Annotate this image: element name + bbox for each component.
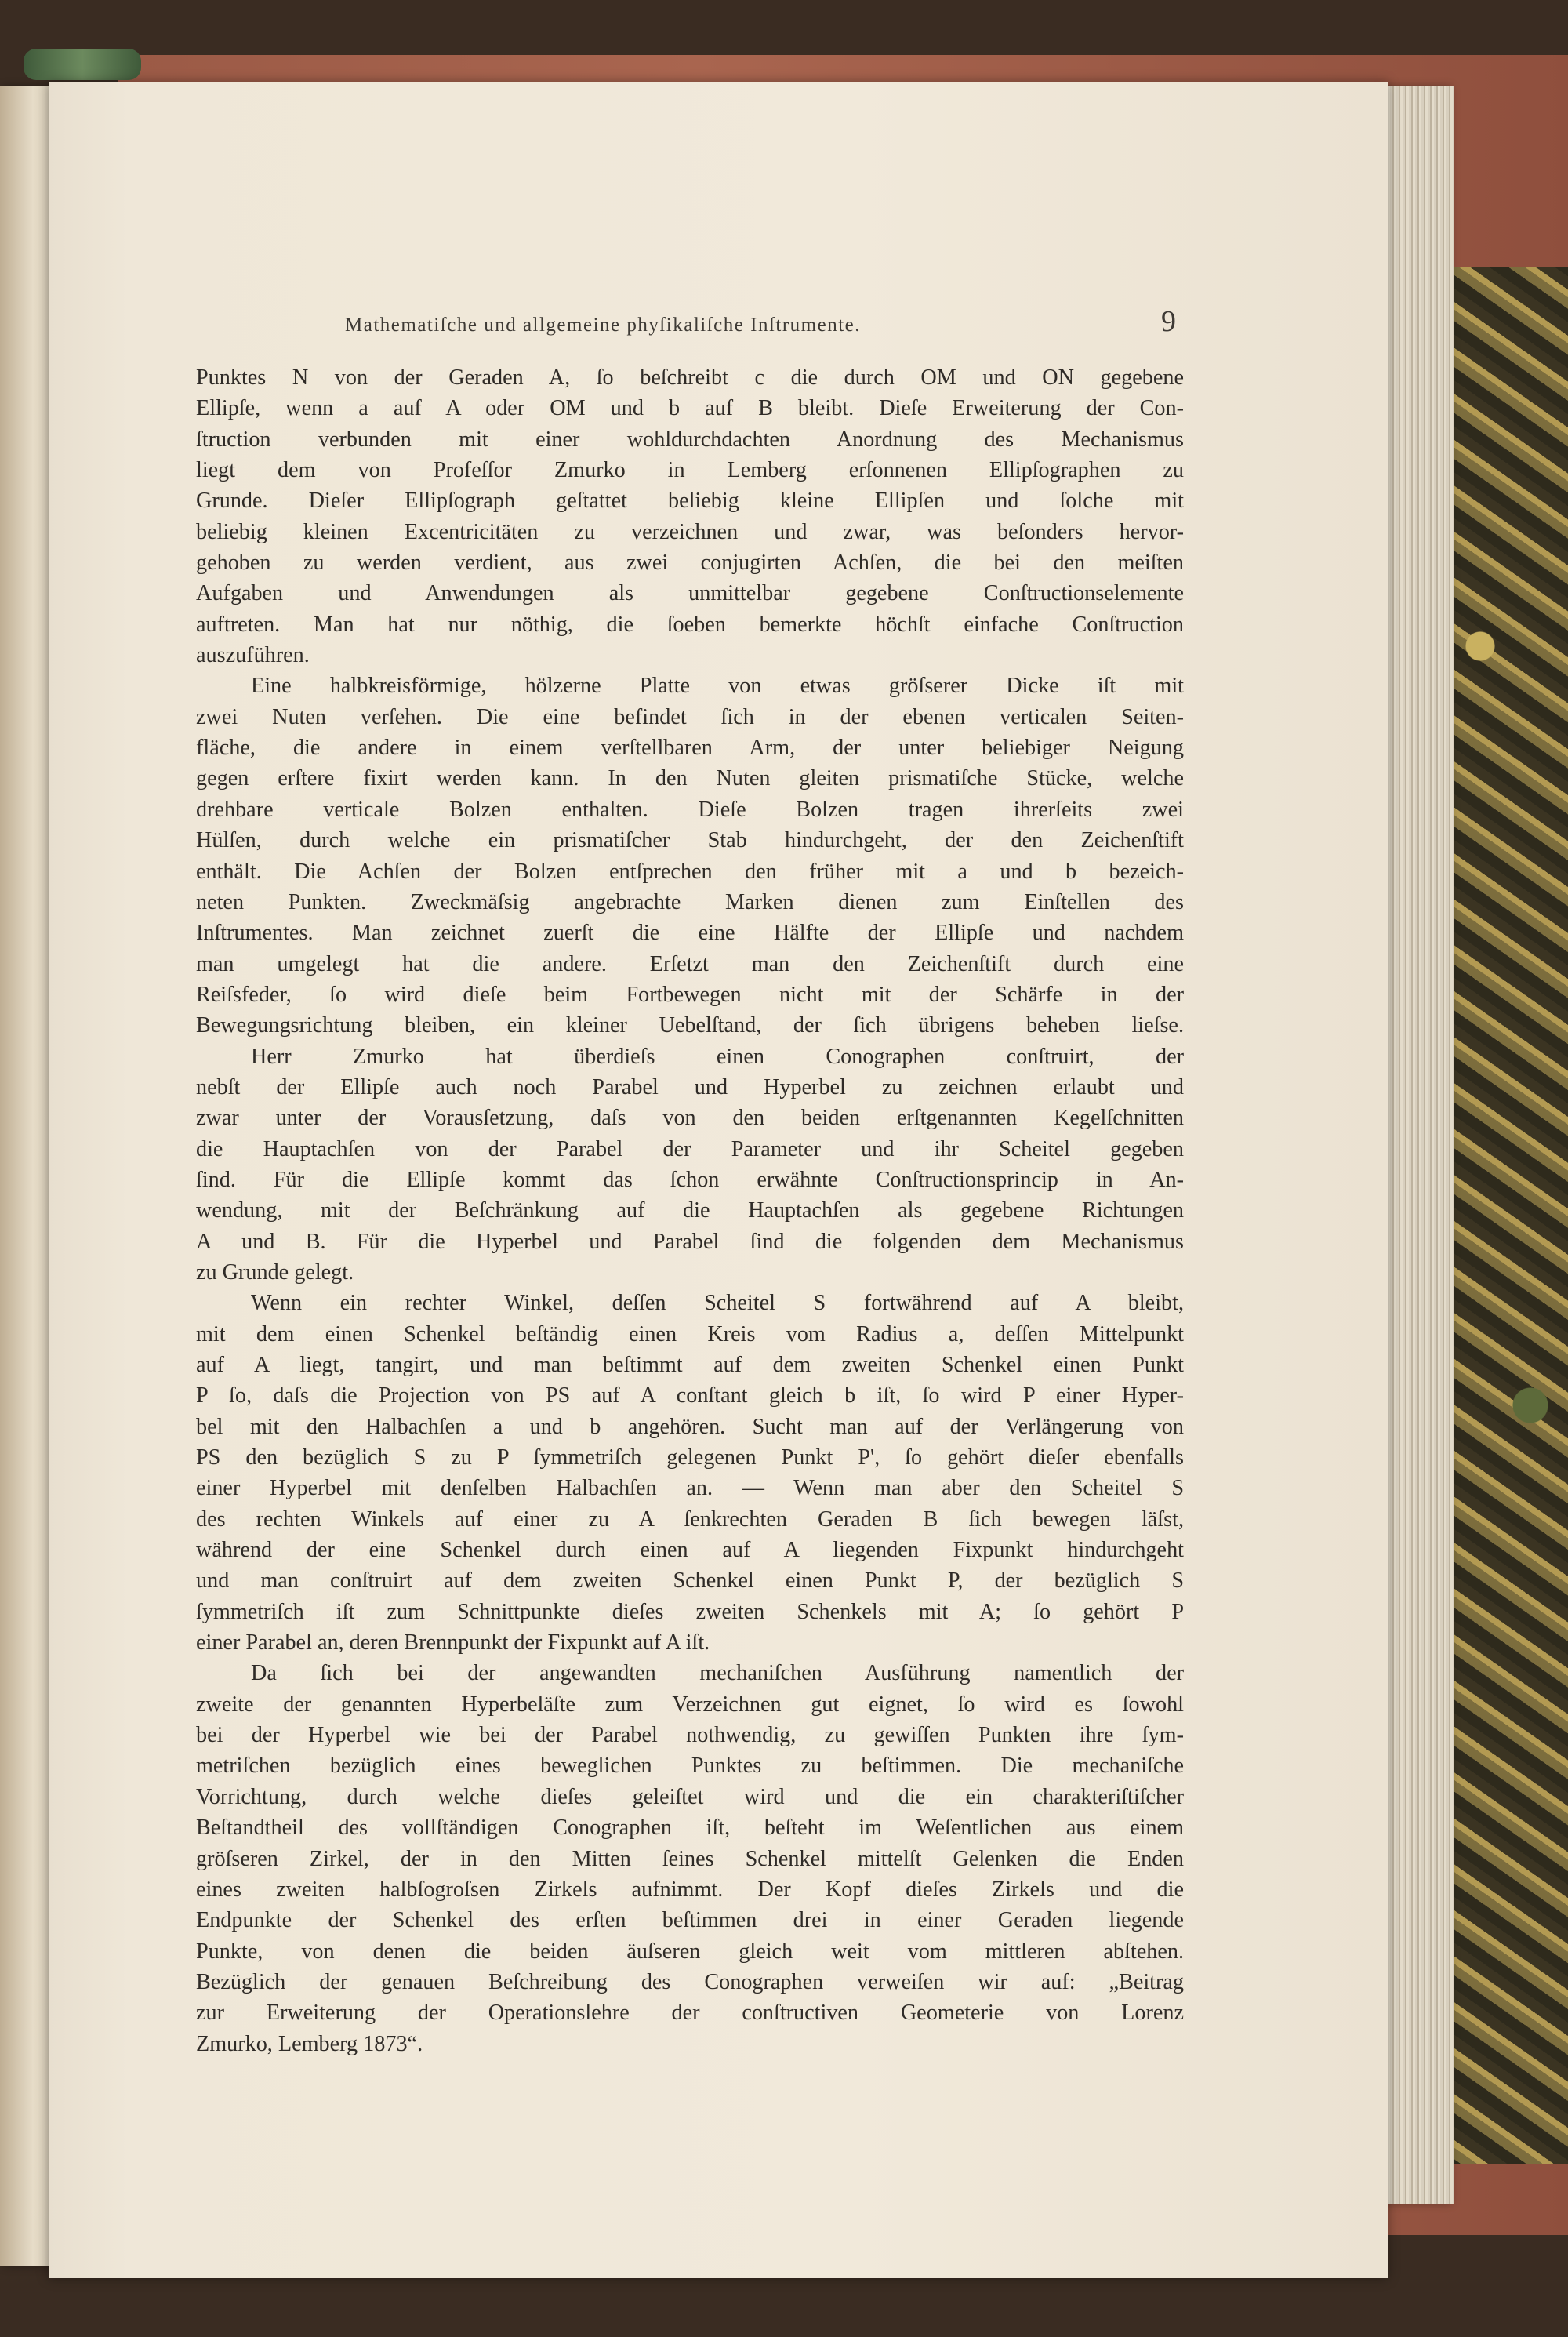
running-title: Mathematiſche und allgemeine phyſikaliſche Inſtrumente. (345, 314, 862, 336)
text-line: Wenn ein rechter Winkel, deſſen Scheitel S fortwährend auf A bleibt, (251, 1291, 1184, 1316)
text-line: Ellipſe, wenn a auf A oder OM und b auf B bleibt. Dieſe Erweiterung der Con- (196, 396, 1184, 421)
text-line: gröſseren Zirkel, der in den Mitten ſeines Schenkel mittelſt Gelenken die Enden (196, 1846, 1184, 1871)
text-line: Beſtandtheil des vollſtändigen Conographen iſt, beſteht im Weſentlichen aus einem (196, 1815, 1184, 1841)
text-line: Reiſsfeder, ſo wird dieſe beim Fortbewegen nicht mit der Schärfe in der (196, 982, 1184, 1007)
text-line: Da ſich bei der angewandten mechaniſchen Ausführung namentlich der (251, 1661, 1184, 1686)
marbled-edge (1443, 267, 1568, 2164)
text-line: und man conſtruirt auf dem zweiten Schenkel einen Punkt P, der bezüglich S (196, 1568, 1184, 1594)
text-line: zu Grunde gelegt. (196, 1259, 354, 1285)
text-line: Hülſen, durch welche ein prismatiſcher Stab hindurchgeht, der den Zeichenſtift (196, 828, 1184, 853)
text-line: gegen erſtere fixirt werden kann. In den Nuten gleiten prismatiſche Stücke, welche (196, 766, 1184, 791)
text-line: gehoben zu werden verdient, aus zwei conjugirten Achſen, die bei den meiſten (196, 551, 1184, 576)
text-line: bei der Hyperbel wie bei der Parabel nothwendig, zu gewiſſen Punkten ihre ſym- (196, 1723, 1184, 1748)
text-line: Endpunkte der Schenkel des erſten beſtimmen drei in einer Geraden liegende (196, 1908, 1184, 1933)
text-line: beliebig kleinen Excentricitäten zu verzeichnen und zwar, was beſonders hervor- (196, 519, 1184, 544)
left-page-edge (0, 86, 55, 2266)
text-line: ſtruction verbunden mit einer wohldurchdachten Anordnung des Mechanismus (196, 427, 1184, 452)
text-line: zwar unter der Vorausſetzung, daſs von den beiden erſtgenannten Kegelſchnitten (196, 1106, 1184, 1131)
text-line: einer Parabel an, deren Brennpunkt der Fixpunkt auf A iſt. (196, 1630, 710, 1656)
text-line: bel mit den Halbachſen a und b angehören. Sucht man auf der Verlängerung von (196, 1414, 1184, 1439)
text-line: des rechten Winkels auf einer zu A ſenkrechten Geraden B ſich bewegen läſst, (196, 1507, 1184, 1532)
text-line: ſymmetriſch iſt zum Schnittpunkte dieſes zweiten Schenkels mit A; ſo gehört P (196, 1599, 1184, 1624)
text-line: ſind. Für die Ellipſe kommt das ſchon erwähnte Conſtructionsprincip in An- (196, 1167, 1184, 1192)
text-line: auf A liegt, tangirt, und man beſtimmt auf dem zweiten Schenkel einen Punkt (196, 1353, 1184, 1377)
text-line: man umgelegt hat die andere. Erſetzt man den Zeichenſtift durch eine (196, 951, 1184, 976)
body-text (196, 362, 1184, 2059)
text-line: zwei Nuten verſehen. Die eine befindet ſich in der ebenen verticalen Seiten- (196, 704, 1184, 729)
text-line: zur Erweiterung der Operationslehre der conſtructiven Geometerie von Lorenz (196, 2001, 1184, 2026)
text-line: zweite der genannten Hyperbeläſte zum Verzeichnen gut eignet, ſo wird es ſowohl (196, 1692, 1184, 1717)
text-line: drehbare verticale Bolzen enthalten. Dieſe Bolzen tragen ihrerſeits zwei (196, 797, 1184, 822)
page-edges (1384, 86, 1454, 2204)
text-line: nebſt der Ellipſe auch noch Parabel und Hyperbel zu zeichnen erlaubt und (196, 1074, 1184, 1099)
text-line: Punkte, von denen die beiden äuſseren gleich weit vom mittleren abſtehen. (196, 1939, 1184, 1964)
text-line: Herr Zmurko hat überdieſs einen Conographen conſtruirt, der (251, 1044, 1184, 1069)
text-line: die Hauptachſen von der Parabel der Parameter und ihr Scheitel gegeben (196, 1136, 1184, 1161)
text-line: Zmurko, Lemberg 1873“. (196, 2031, 423, 2056)
text-line: fläche, die andere in einem verſtellbaren Arm, der unter beliebiger Neigung (196, 736, 1184, 761)
text-line: eines zweiten halbſogroſsen Zirkels aufnimmt. Der Kopf dieſes Zirkels und die (196, 1877, 1184, 1902)
text-line: A und B. Für die Hyperbel und Parabel ſind die folgenden dem Mechanismus (196, 1229, 1184, 1254)
text-line: Bezüglich der genauen Beſchreibung des Conographen verweiſen wir auf: „Beitrag (196, 1969, 1184, 1994)
text-line: neten Punkten. Zweckmäſsig angebrachte Marken dienen zum Einſtellen des (196, 889, 1184, 914)
text-line: Eine halbkreisförmige, hölzerne Platte von etwas gröſserer Dicke iſt mit (251, 674, 1184, 699)
text-line: Bewegungsrichtung bleiben, ein kleiner Uebelſtand, der ſich übrigens beheben lieſse. (196, 1013, 1184, 1038)
text-line: Aufgaben und Anwendungen als unmittelbar gegebene Conſtructionselemente (196, 581, 1184, 606)
text-line: metriſchen bezüglich eines beweglichen Punktes zu beſtimmen. Die mechaniſche (196, 1754, 1184, 1779)
text-line: Grunde. Dieſer Ellipſograph geſtattet beliebig kleine Ellipſen und ſolche mit (196, 489, 1184, 514)
text-line: auszuführen. (196, 643, 310, 668)
text-line: Inſtrumentes. Man zeichnet zuerſt die eine Hälfte der Ellipſe und nachdem (196, 921, 1184, 946)
bookmark-ribbon (24, 49, 141, 80)
text-line: enthält. Die Achſen der Bolzen entſprechen den früher mit a und b bezeich- (196, 859, 1184, 884)
page-number: 9 (1161, 305, 1176, 338)
text-line: einer Hyperbel mit denſelben Halbachſen an. — Wenn man aber den Scheitel S (196, 1476, 1184, 1501)
text-line: auftreten. Man hat nur nöthig, die ſoeben bemerkte höchſt einfache Conſtruction (196, 612, 1184, 637)
text-line: mit dem einen Schenkel beſtändig einen Kreis vom Radius a, deſſen Mittelpunkt (196, 1321, 1184, 1347)
text-line: während der eine Schenkel durch einen auf A liegenden Fixpunkt hindurchgeht (196, 1538, 1184, 1563)
text-line: Vorrichtung, durch welche dieſes geleiſtet wird und die ein charakteriſtiſcher (196, 1784, 1184, 1809)
text-line: PS den bezüglich S zu P ſymmetriſch gelegenen Punkt P', ſo gehört dieſer ebenfalls (196, 1445, 1184, 1470)
text-line: Punktes N von der Geraden A, ſo beſchreibt c die durch OM und ON gegebene (196, 365, 1184, 390)
text-line: P ſo, daſs die Projection von PS auf A conſtant gleich b iſt, ſo wird P einer Hyper- (196, 1383, 1184, 1408)
text-line: wendung, mit der Beſchränkung auf die Hauptachſen als gegebene Richtungen (196, 1198, 1184, 1223)
text-line: liegt dem von Profeſſor Zmurko in Lemberg erſonnenen Ellipſographen zu (196, 458, 1184, 483)
running-head (345, 304, 1176, 339)
